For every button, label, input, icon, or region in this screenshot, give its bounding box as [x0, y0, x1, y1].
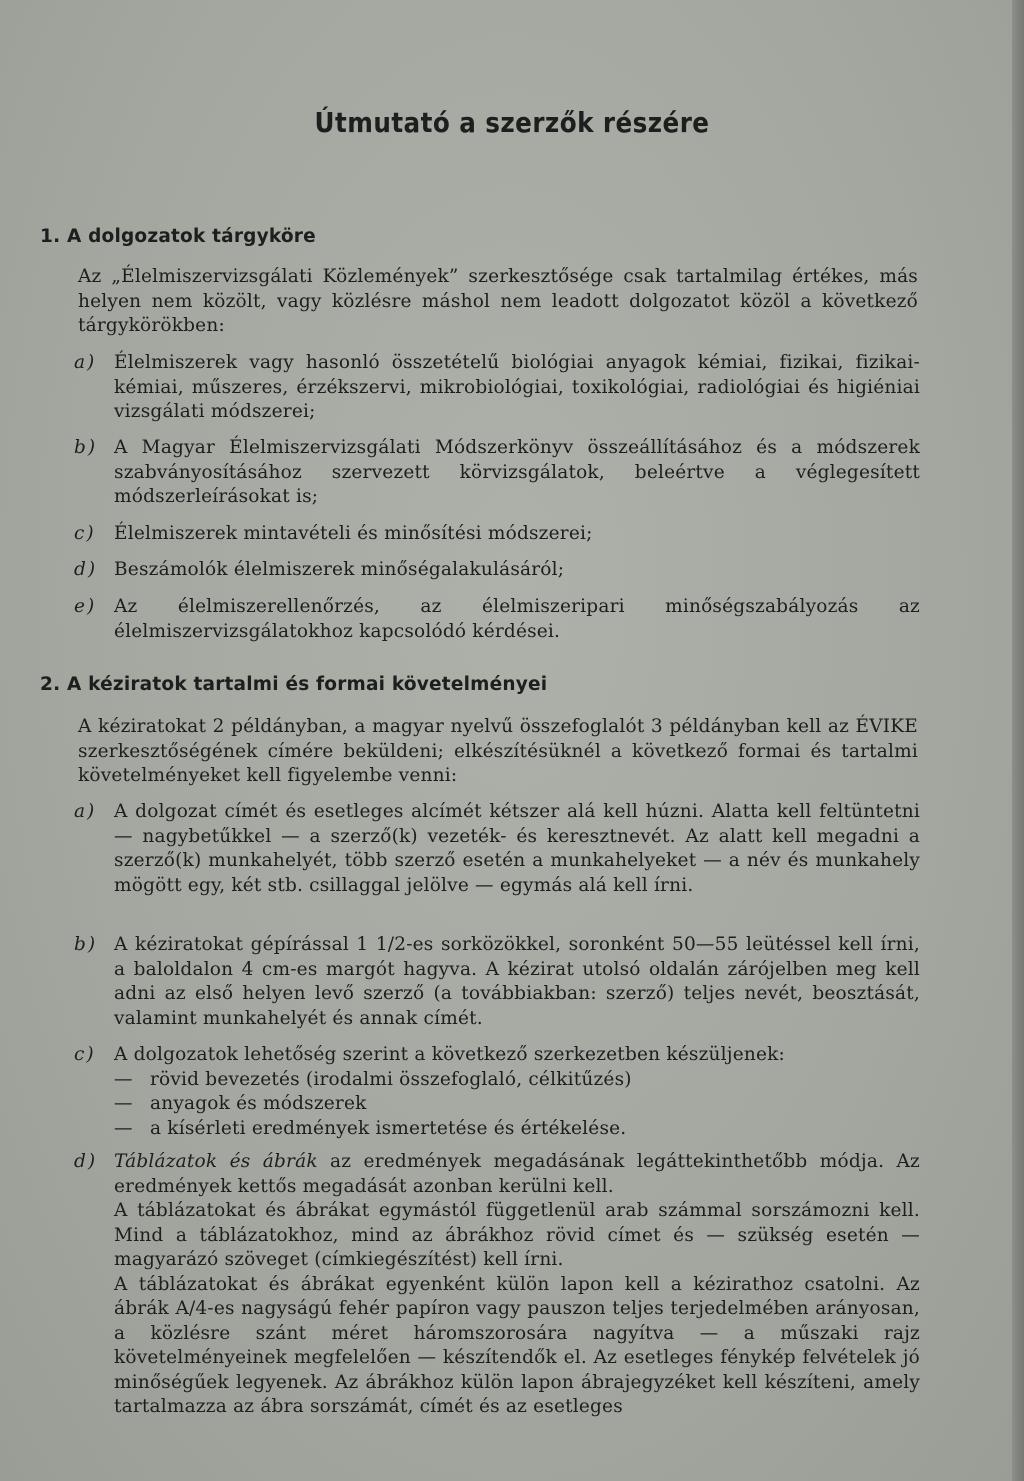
- section-1-heading: 1. A dolgozatok tárgyköre: [40, 226, 316, 247]
- bullet-item: [114, 1068, 920, 1093]
- section-2-heading: 2. A kéziratok tartalmi és formai követelményei: [40, 674, 548, 695]
- item-text: A dolgozat címét és esetleges alcímét kétszer alá kell húzni. Alatta kell feltüntetni — nagybetűkkel — a szerző(k) vezeték- és keresztnevét. Az alatt kell megadni a szerző(k) munkahelyét, több szerző esetén a munkahelyeket — a név és munkahely mögött egy, két stb. csillaggal jelölve — egymás alá kell írni.: [114, 801, 920, 896]
- item-text: Élelmiszerek mintavételi és minősítési módszerei;: [114, 523, 593, 544]
- section-1-intro: Az „Élelmiszervizsgálati Közlemények” szerkesztősége csak tartalmilag értékes, más helyen nem közölt, vagy közlésre máshol nem leadott dolgozatot közöl a következő tárgykörökben:: [78, 266, 918, 336]
- bullet-item: [114, 1092, 920, 1117]
- section-2-item-b: [74, 933, 920, 1031]
- item-body: [114, 1043, 920, 1141]
- section-1-item-a: [74, 351, 920, 425]
- item-text: Az élelmiszerellenőrzés, az élelmiszeripari minőségszabályozás az élelmiszervizsgálatokhoz kapcsolódó kérdései.: [114, 596, 920, 642]
- dash-marker: —: [114, 1068, 133, 1090]
- item-text: A Magyar Élelmiszervizsgálati Módszerkönyv összeállításához és a módszerek szabványosításához szervezett körvizsgálatok, beleértve a véglegesített módszerleírásokat is;: [114, 437, 920, 507]
- dash-marker: —: [114, 1093, 133, 1114]
- section-2-item-a: [74, 800, 920, 898]
- item-marker: a): [74, 801, 97, 822]
- item-text: Beszámolók élelmiszerek minőségalakulásáról;: [114, 559, 565, 580]
- page-edge-shadow: [1012, 0, 1024, 1481]
- item-text: A kéziratokat gépírással 1 1/2-es sorközökkel, soronként 50—55 leütéssel kell írni, a baloldalon 4 cm-es margót hagyva. A kézirat utolsó oldalán zárójelben meg kell adni az első helyen levő szerző (a továbbiakban: szerző) teljes nevét, beosztását, valamint munkahelyét és annak címét.: [114, 934, 920, 1029]
- section-2-item-c: [74, 1043, 920, 1141]
- bullet-text: rövid bevezetés (irodalmi összefoglaló, célkitűzés): [150, 1068, 632, 1090]
- section-2-item-d: [74, 1150, 920, 1420]
- item-d-text-1: az eredmények megadásának legáttekinthetőbb módja. Az eredmények kettős megadását azonban kerülni kell.: [114, 1151, 920, 1197]
- section-1-item-d: [74, 558, 920, 583]
- item-d-paragraph-2: A táblázatokat és ábrákat egymástól függetlenül arab számmal sorszámozni kell. Mind a táblázatokhoz, mind az ábrákhoz rövid címet és — szükség esetén — magyarázó szöveget (címkiegészítést) kell írni.: [114, 1200, 920, 1270]
- item-marker: b): [74, 437, 98, 458]
- item-body: [114, 1150, 920, 1420]
- item-d-paragraph-3: A táblázatokat és ábrákat egyenként külön lapon kell a kézirathoz csatolni. Az ábrák A/4-es nagyságú fehér papíron vagy pauszon teljes terjedelmében arányosan, a közlésre szánt méret háromszorosára nagyítva — a műszaki rajz követelményeinek megfelelően — készítendők el. Az esetleges fénykép felvételek jó minőségűek legyenek. Az ábrákhoz külön lapon ábrajegyzéket kell készíteni, amely tartalmazza az ábra sorszámát, címét és az esetleges: [114, 1273, 920, 1417]
- section-1-item-b: [74, 436, 920, 510]
- item-marker: a): [74, 352, 97, 373]
- section-1-item-c: [74, 522, 920, 547]
- dash-marker: —: [114, 1117, 133, 1139]
- item-text: Élelmiszerek vagy hasonló összetételű biológiai anyagok kémiai, fizikai, fizikai-kémiai, műszeres, érzékszervi, mikrobiológiai, toxikológiai, radiológiai és higiéniai vizsgálati módszerei;: [114, 352, 920, 422]
- item-marker: c): [74, 1044, 96, 1065]
- bullet-item: [114, 1117, 920, 1142]
- item-marker: e): [74, 596, 97, 617]
- item-d-paragraph-1: [114, 1150, 920, 1199]
- item-d-lead: Táblázatok és ábrák: [114, 1151, 318, 1172]
- item-marker: d): [74, 559, 98, 580]
- bullet-text: a kísérleti eredmények ismertetése és értékelése.: [150, 1117, 627, 1139]
- page-title: Útmutató a szerzők részére: [314, 106, 710, 139]
- section-2-intro: A kéziratokat 2 példányban, a magyar nyelvű összefoglalót 3 példányban kell az ÉVIKE szerkesztőségének címére beküldeni; elkészítésüknél a következő formai és tartalmi követelményeket kell figyelembe venni:: [78, 716, 918, 786]
- item-marker: b): [74, 934, 98, 955]
- item-marker: c): [74, 523, 96, 544]
- item-marker: d): [74, 1151, 98, 1172]
- bullet-text: anyagok és módszerek: [150, 1093, 367, 1114]
- section-1-item-e: [74, 595, 920, 644]
- item-text: A dolgozatok lehetőség szerint a következő szerkezetben készüljenek:: [114, 1044, 785, 1065]
